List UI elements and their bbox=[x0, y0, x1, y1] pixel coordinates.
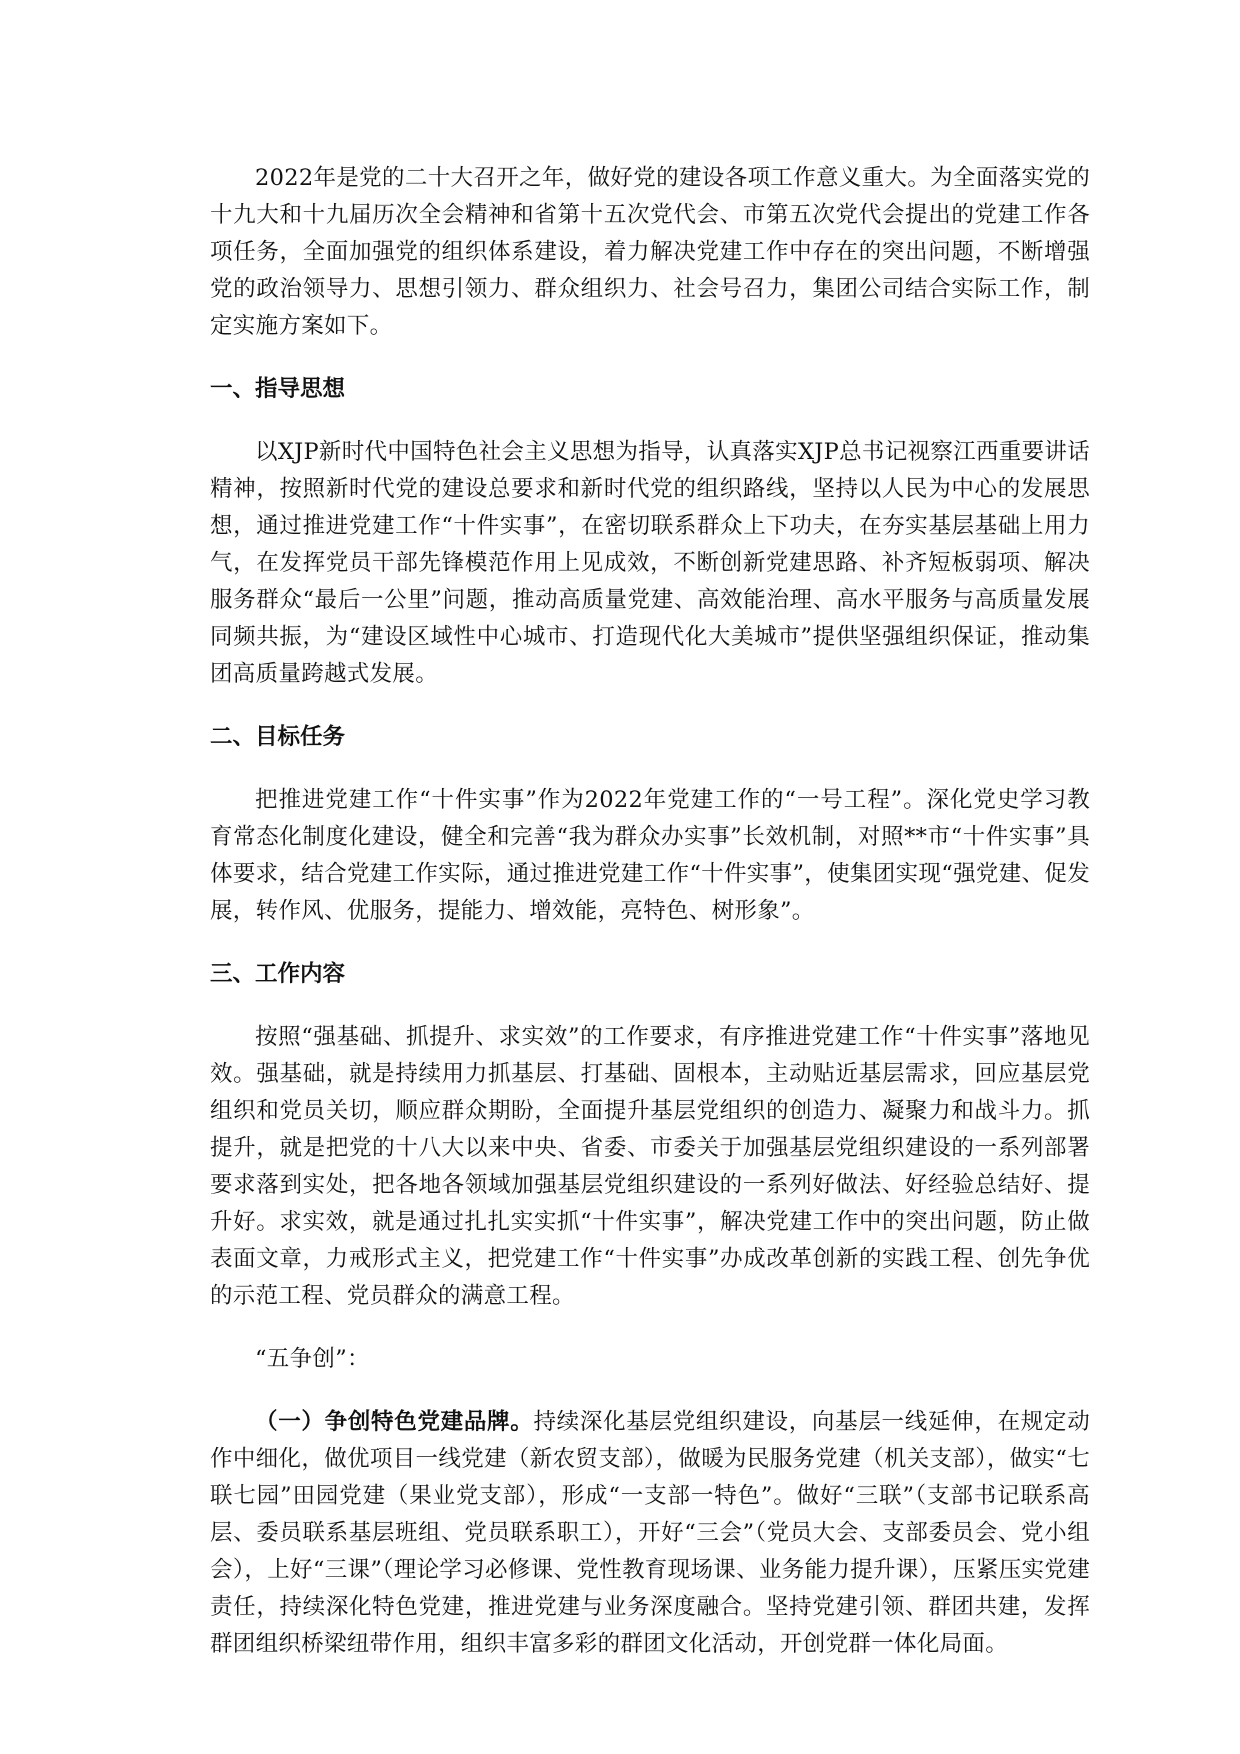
item-1-lead: （一）争创特色党建品牌。 bbox=[255, 1409, 534, 1435]
item-1-paragraph bbox=[210, 1404, 1090, 1663]
item-1-body: 持续深化基层党组织建设，向基层一线延伸，在规定动作中细化，做优项目一线党建（新农贸支部），做暖为民服务党建（机关支部），做实“七联七园”田园党建（果业党支部），形成“一支部一特色”。做好“三联”（支部书记联系高层、委员联系基层班组、党员联系职工），开好“三会”（党员大会、支部委员会、党小组会），上好“三课”（理论学习必修课、党性教育现场课、业务能力提升课），压紧压实党建责任，持续深化特色党建，推进党建与业务深度融合。坚持党建引领、群团共建，发挥群团组织桥梁纽带作用，组织丰富多彩的群团文化活动，开创党群一体化局面。 bbox=[210, 1409, 1090, 1657]
section-heading-work-content: 三、工作内容 bbox=[210, 961, 346, 987]
five-strive-label: “五争创”： bbox=[255, 1346, 370, 1372]
section-heading-guiding-thought: 一、指导思想 bbox=[210, 376, 346, 402]
work-content-paragraph: 按照“强基础、抓提升、求实效”的工作要求，有序推进党建工作“十件实事”落地见效。强基础，就是持续用力抓基层、打基础、固根本，主动贴近基层需求，回应基层党组织和党员关切，顺应群众期盼，全面提升基层党组织的创造力、凝聚力和战斗力。抓提升，就是把党的十八大以来中央、省委、市委关于加强基层党组织建设的一系列部署要求落到实处，把各地各领域加强基层党组织建设的一系列好做法、好经验总结好、提升好。求实效，就是通过扎扎实实抓“十件实事”，解决党建工作中的突出问题，防止做表面文章，力戒形式主义，把党建工作“十件实事”办成改革创新的实践工程、创先争优的示范工程、党员群众的满意工程。 bbox=[210, 1024, 1090, 1309]
objectives-paragraph: 把推进党建工作“十件实事”作为2022年党建工作的“一号工程”。深化党史学习教育常态化制度化建设，健全和完善“我为群众办实事”长效机制，对照**市“十件实事”具体要求，结合党建工作实际，通过推进党建工作“十件实事”，使集团实现“强党建、促发展，转作风、优服务，提能力、增效能，亮特色、树形象”。 bbox=[210, 787, 1090, 924]
section-heading-objectives: 二、目标任务 bbox=[210, 724, 346, 750]
guiding-thought-paragraph: 以XJP新时代中国特色社会主义思想为指导，认真落实XJP总书记视察江西重要讲话精神，按照新时代党的建设总要求和新时代党的组织路线，坚持以人民为中心的发展思想，通过推进党建工作“十件实事”，在密切联系群众上下功夫，在夯实基层基础上用力气，在发挥党员干部先锋模范作用上见成效，不断创新党建思路、补齐短板弱项、解决服务群众“最后一公里”问题，推动高质量党建、高效能治理、高水平服务与高质量发展同频共振，为“建设区域性中心城市、打造现代化大美城市”提供坚强组织保证，推动集团高质量跨越式发展。 bbox=[210, 439, 1090, 687]
intro-paragraph: 2022年是党的二十大召开之年，做好党的建设各项工作意义重大。为全面落实党的十九大和十九届历次全会精神和省第十五次党代会、市第五次党代会提出的党建工作各项任务，全面加强党的组织体系建设，着力解决党建工作中存在的突出问题，不断增强党的政治领导力、思想引领力、群众组织力、社会号召力，集团公司结合实际工作，制定实施方案如下。 bbox=[210, 165, 1090, 339]
document-body bbox=[210, 160, 1090, 1663]
